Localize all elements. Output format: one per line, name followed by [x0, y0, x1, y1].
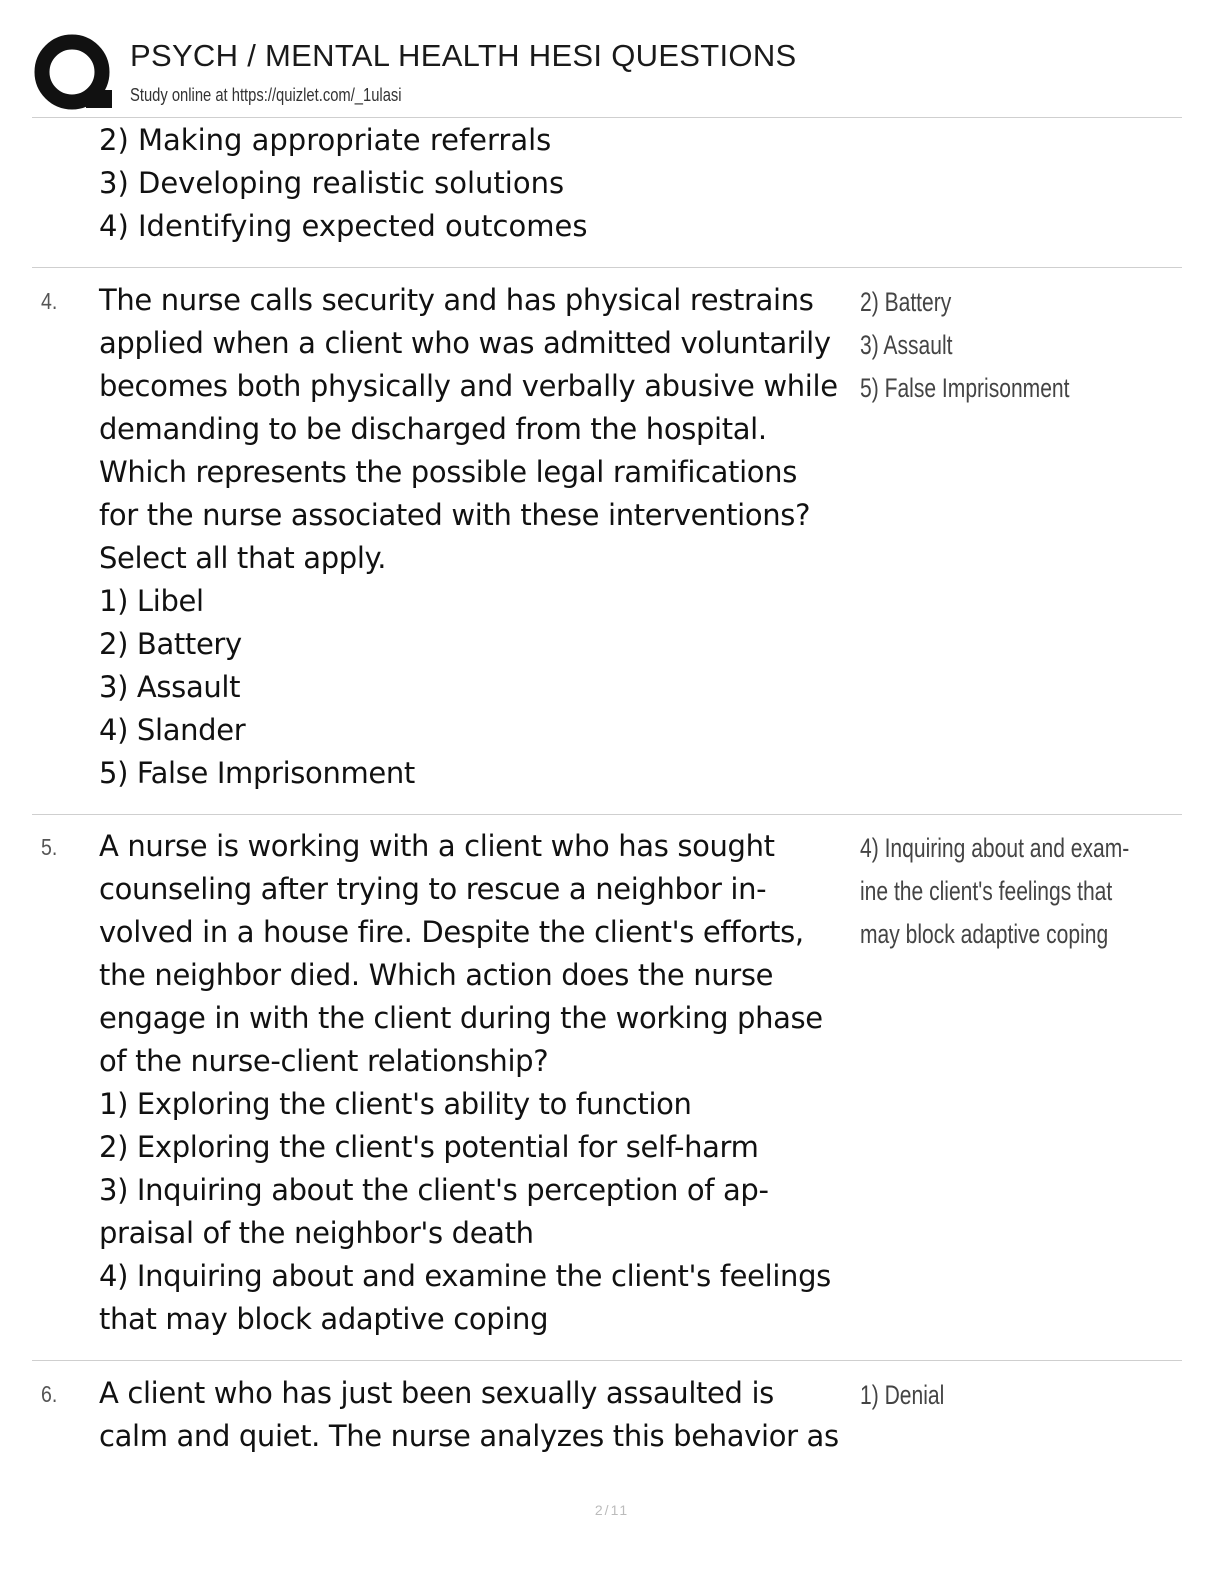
page-header: [32, 28, 1182, 118]
question-divider: [32, 267, 1182, 268]
question-number: 5.: [41, 834, 58, 860]
question-line: of the nurse-client relationship?: [99, 1044, 549, 1078]
question-text: [99, 825, 859, 1341]
question-line: Select all that apply.: [99, 541, 387, 575]
option-line: 2) Battery: [99, 627, 242, 661]
continued-options: [99, 119, 859, 248]
answer-line: ine the client's feelings that: [860, 876, 1113, 906]
option-line: 2) Exploring the client's potential for self-harm: [99, 1130, 759, 1164]
question-line: The nurse calls security and has physical restrains: [99, 283, 814, 317]
question-number: 4.: [41, 288, 58, 314]
answer-line: 5) False Imprisonment: [860, 373, 1070, 403]
answer-text: [860, 1374, 1190, 1417]
question-line: counseling after trying to rescue a neighbor in-: [99, 872, 767, 906]
answer-line: 2) Battery: [860, 287, 952, 317]
option-line: 4) Identifying expected outcomes: [99, 209, 588, 243]
option-line: 4) Inquiring about and examine the client's feelings: [99, 1259, 831, 1293]
option-line: 3) Developing realistic solutions: [99, 166, 565, 200]
document-title: PSYCH / MENTAL HEALTH HESI QUESTIONS: [130, 38, 797, 73]
question-text: [99, 1372, 859, 1458]
question-line: becomes both physically and verbally abusive while: [99, 369, 838, 403]
answer-text: [860, 281, 1190, 410]
question-line: calm and quiet. The nurse analyzes this behavior as: [99, 1419, 839, 1453]
question-line: the neighbor died. Which action does the nurse: [99, 958, 774, 992]
option-line: that may block adaptive coping: [99, 1302, 549, 1336]
quizlet-q-logo-icon: [34, 34, 114, 114]
option-line: praisal of the neighbor's death: [99, 1216, 534, 1250]
question-text: [99, 279, 859, 795]
question-divider: [32, 814, 1182, 815]
option-line: 1) Libel: [99, 584, 204, 618]
page-number: 2/11: [594, 1502, 630, 1518]
question-line: applied when a client who was admitted voluntarily: [99, 326, 831, 360]
question-divider: [32, 1360, 1182, 1361]
question-number: 6.: [41, 1381, 58, 1407]
option-line: 2) Making appropriate referrals: [99, 123, 552, 157]
study-online-link-text: Study online at https://quizlet.com/_1ulasi: [130, 85, 402, 105]
question-line: demanding to be discharged from the hospital.: [99, 412, 767, 446]
option-line: 4) Slander: [99, 713, 246, 747]
question-line: A nurse is working with a client who has sought: [99, 829, 775, 863]
answer-line: may block adaptive coping: [860, 919, 1109, 949]
answer-line: 3) Assault: [860, 330, 953, 360]
option-line: 3) Assault: [99, 670, 241, 704]
answer-line: 4) Inquiring about and exam-: [860, 833, 1130, 863]
answer-line: 1) Denial: [860, 1380, 945, 1410]
question-line: A client who has just been sexually assaulted is: [99, 1376, 774, 1410]
answer-text: [860, 827, 1190, 956]
question-line: Which represents the possible legal ramifications: [99, 455, 797, 489]
option-line: 3) Inquiring about the client's perception of ap-: [99, 1173, 769, 1207]
header-divider: [32, 117, 1182, 118]
option-line: 1) Exploring the client's ability to function: [99, 1087, 692, 1121]
question-line: for the nurse associated with these interventions?: [99, 498, 811, 532]
question-line: engage in with the client during the working phase: [99, 1001, 823, 1035]
question-line: volved in a house fire. Despite the client's efforts,: [99, 915, 804, 949]
option-line: 5) False Imprisonment: [99, 756, 415, 790]
